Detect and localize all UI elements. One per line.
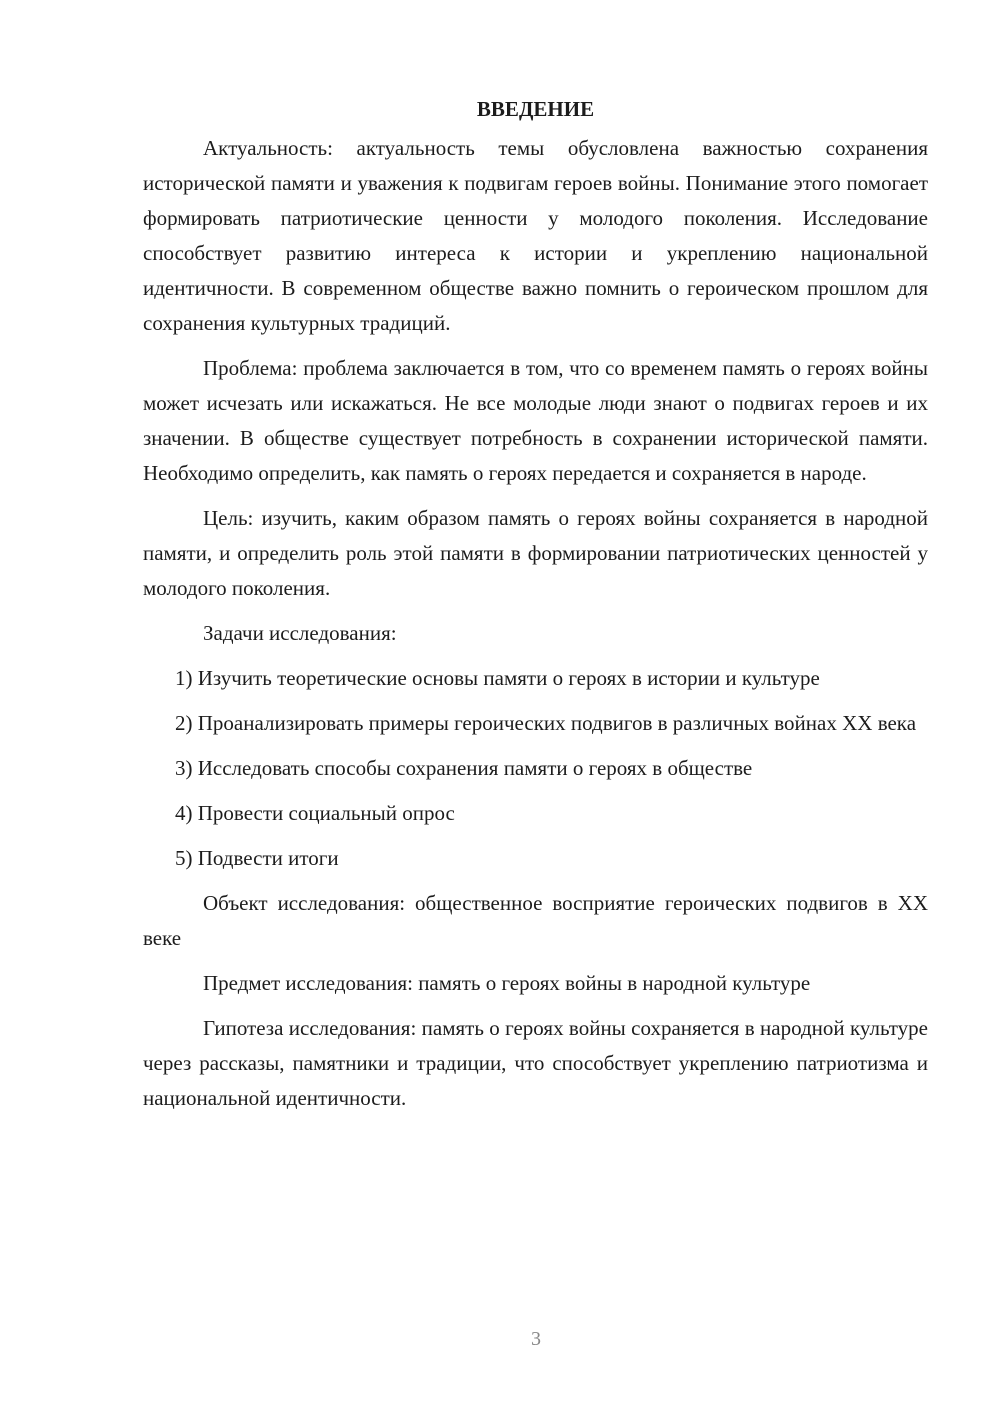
task-item-5: 5) Подвести итоги (175, 846, 339, 870)
task-item-1: 1) Изучить теоретические основы памяти о героях в истории и культуре (175, 666, 820, 690)
paragraph-subject: Предмет исследования: память о героях войны в народной культуре (203, 971, 811, 995)
task-item-2: 2) Проанализировать примеры героических подвигов в различных войнах XX века (175, 711, 917, 735)
document-title: ВВЕДЕНИЕ (476, 97, 595, 121)
document-page (143, 92, 928, 1126)
paragraph-goal: Цель: изучить, каким образом память о героях войны сохраняется в народной памяти, и определить роль этой памяти в формировании патриотических ценностей у молодого поколения. (143, 506, 928, 600)
tasks-heading: Задачи исследования: (203, 621, 397, 645)
paragraph-problem: Проблема: проблема заключается в том, что со временем память о героях войны может исчезать или искажаться. Не все молодые люди знают о подвигах героев и их значении. В обществе существует потребность в сохранении исторической памяти. Необходимо определить, как память о героях передается и сохраняется в народе. (143, 356, 928, 485)
paragraph-object: Объект исследования: общественное восприятие героических подвигов в XX веке (143, 891, 928, 950)
task-item-4: 4) Провести социальный опрос (175, 801, 455, 825)
page-number: 3 (531, 1328, 541, 1350)
task-item-3: 3) Исследовать способы сохранения памяти о героях в обществе (175, 756, 753, 780)
paragraph-relevance: Актуальность: актуальность темы обусловлена важностью сохранения исторической памяти и уважения к подвигам героев войны. Понимание этого помогает формировать патриотические ценности у молодого поколения. Исследование способствует развитию интереса к истории и укреплению национальной идентичности. В современном обществе важно помнить о героическом прошлом для сохранения культурных традиций. (143, 136, 928, 335)
paragraph-hypothesis: Гипотеза исследования: память о героях войны сохраняется в народной культуре через рассказы, памятники и традиции, что способствует укреплению патриотизма и национальной идентичности. (143, 1016, 928, 1110)
